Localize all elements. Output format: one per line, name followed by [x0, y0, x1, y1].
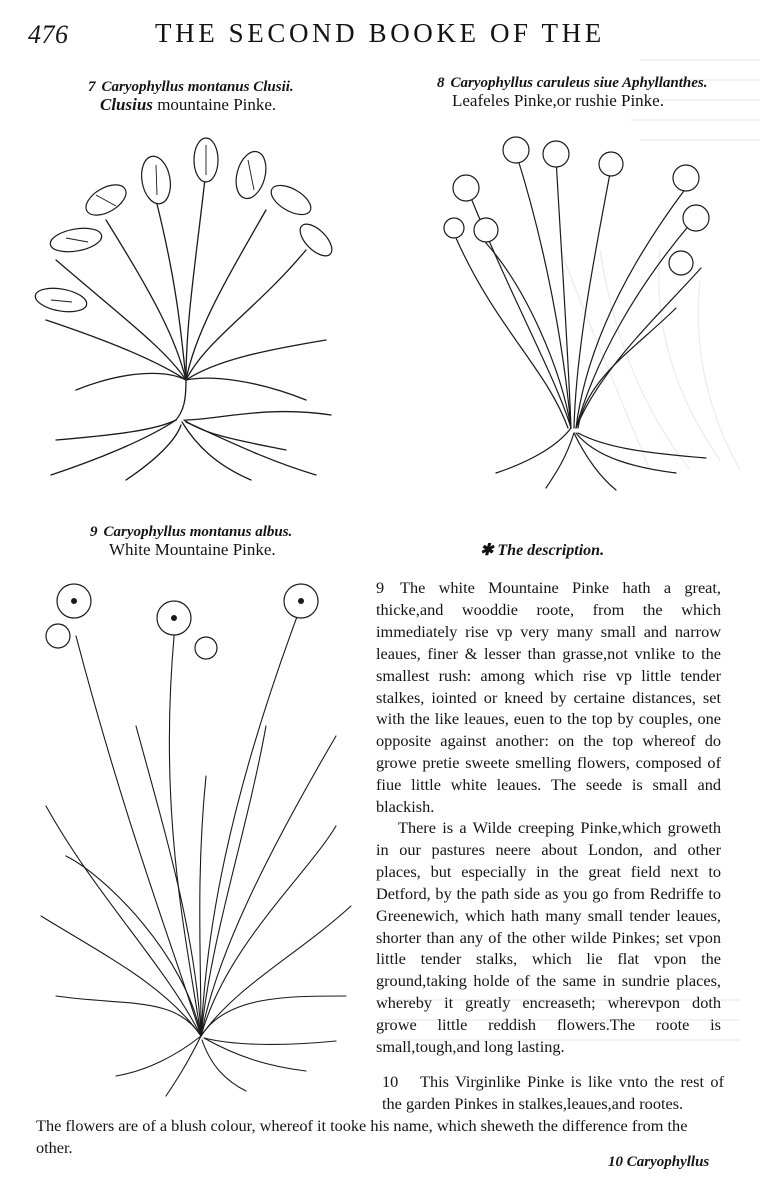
wild-creeping-pinke-paragraph: There is a Wilde creeping Pinke,which groweth in our pastures neere about London, and other places, but especially in the great field next to Detford, by the path side as you go from Redriffe to Greenewich, which hath many small tender leaues, shorter than any of the other wilde Pinkes; set vpon little tender stalks, which lie flat vpon the ground,taking holde of the same in sundrie places, whereby it greatly encreaseth; wherevpon doth growe little reddish flowers.The roote is small,tough,and long lasting.	[376, 818, 721, 1057]
woodcut-mountain-pink-plant	[36, 140, 341, 485]
figure-9-latin-caption	[90, 524, 292, 541]
latin-name: Caryophyllus montanus Clusii.	[101, 79, 294, 95]
woodcut-rushie-pink-plant	[436, 128, 726, 493]
paragraph-text: The white Mountaine Pinke hath a great, thicke,and wooddie roote, from the which immediately rise vp very many small and narrow leaues, finer & lesser than grasse,not vnlike to the smallest rush: among which rise vp little tender stalkes, iointed or kneed by certaine distances, set with the like leaues, euen to the top by couples, one opposite against another: on the top whereof do growe pretie sweete smelling flowers, composed of fiue little white leaues. The seede is small and blackish.	[376, 578, 721, 817]
paragraph-number: 9	[376, 578, 385, 597]
paragraph-number: 10	[382, 1072, 399, 1091]
description-paragraph-10	[36, 1071, 724, 1159]
latin-name: Caryophyllus montanus albus.	[103, 524, 293, 540]
english-name: mountaine Pinke.	[152, 95, 277, 114]
figure-8-latin-caption	[437, 75, 708, 92]
figure-number: 8	[437, 75, 445, 91]
figure-9-english-caption: White Mountaine Pinke.	[109, 540, 276, 559]
paragraph-text: This Virginlike Pinke is like vnto the rest of the garden Pinkes in stalkes,leaues,and rootes.	[382, 1072, 724, 1113]
catchword: 10 Caryophyllus	[608, 1154, 710, 1170]
figure-7-latin-caption	[88, 79, 294, 96]
description-paragraph-9	[376, 577, 721, 818]
figure-number: 9	[90, 524, 98, 540]
figure-8-english-caption: Leafeles Pinke,or rushie Pinke.	[452, 91, 664, 110]
paragraph-first-line	[36, 1071, 724, 1115]
latin-name: Caryophyllus caruleus siue Aphyllanthes.	[450, 75, 708, 91]
paragraph-continuation: The flowers are of a blush colour, whereof it tooke his name, which sheweth the difference from the other.	[36, 1115, 688, 1157]
page-number: 476	[28, 20, 69, 49]
figure-7-english-caption	[100, 95, 276, 115]
english-name-italic: Clusius	[100, 95, 153, 114]
running-title: THE SECOND BOOKE OF THE	[155, 18, 605, 48]
section-heading: ✱ The description.	[480, 542, 605, 559]
figure-number: 7	[88, 79, 96, 95]
woodcut-white-mountain-pink-plant	[36, 576, 356, 1098]
